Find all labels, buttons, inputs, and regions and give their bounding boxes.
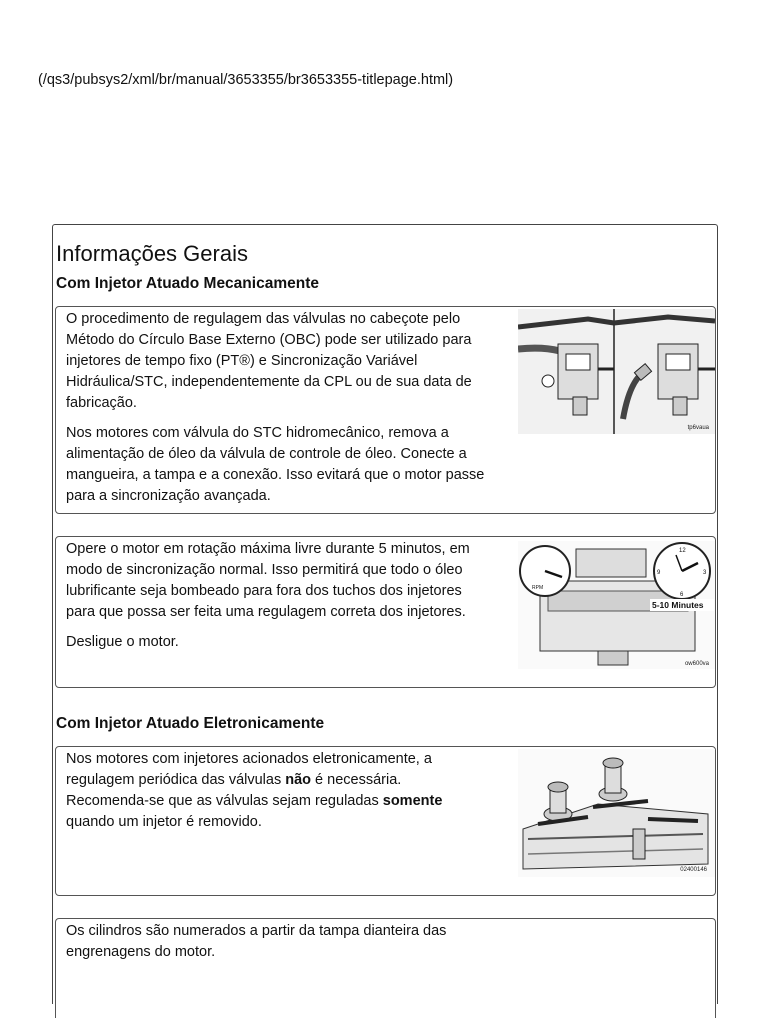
text-run: quando um injetor é removido.	[66, 814, 262, 830]
step-paragraph: Nos motores com válvula do STC hidromecânico, remova a alimentação de óleo da válvula de controle de óleo. Conecte a mangueira, a tampa e a conexão. Isso evitará que o motor passe para a sincronização avançada.	[66, 425, 485, 504]
gauge-rpm-label: RPM	[532, 585, 544, 591]
clock-12: 12	[679, 548, 686, 554]
clock-6: 6	[680, 592, 684, 598]
figure-rocker-levers-image	[518, 749, 715, 877]
duration-label: 5-10 Minutes	[652, 600, 704, 610]
figure-engine-run-image	[518, 541, 715, 669]
step-run-engine	[55, 536, 716, 688]
rocker-levers-illustration	[518, 749, 715, 877]
step-cylinder-numbering	[55, 918, 716, 1018]
step-obc-method	[55, 306, 716, 514]
text-run: Nos motores com injetores acionados eletronicamente, a regulagem periódica das válvulas	[66, 751, 432, 788]
clock-9: 9	[657, 570, 661, 576]
section-heading-electronic: Com Injetor Atuado Eletronicamente	[56, 715, 325, 732]
step-paragraph: Os cilindros são numerados a partir da tampa dianteira das engrenagens do motor.	[66, 923, 447, 960]
step-paragraph: Desligue o motor.	[66, 634, 179, 650]
step-electronic-injectors	[55, 746, 716, 896]
step-text	[66, 921, 486, 972]
content-frame	[52, 224, 718, 1004]
step-paragraph: O procedimento de regulagem das válvulas no cabeçote pelo Método do Círculo Base Externo (OBC) pode ser utilizado para injetores de tempo fixo (PT®) e Sincronização Variável Hidráulica/STC, independentemente da CPL ou de sua data de fabricação.	[66, 311, 472, 411]
step-text	[66, 539, 486, 662]
page-title: Informações Gerais	[56, 241, 248, 266]
clock-3: 3	[703, 570, 707, 576]
text-run: é necessária. Recomenda-se que as válvulas sejam reguladas	[66, 772, 402, 809]
figure-code: ow600va	[684, 661, 709, 667]
figure-code: tp6vaua	[687, 425, 709, 431]
document-url: (/qs3/pubsys2/xml/br/manual/3653355/br3653355-titlepage.html)	[38, 72, 454, 88]
figure-stc-valve-image	[518, 309, 715, 434]
engine-gauges-illustration	[518, 541, 715, 669]
step-text	[66, 309, 486, 516]
step-text	[66, 749, 486, 842]
stc-valve-illustration	[518, 309, 715, 434]
emphasis-nao: não	[285, 772, 312, 788]
figure-code: 02400146	[680, 867, 707, 873]
step-paragraph	[66, 749, 486, 833]
step-paragraph: Opere o motor em rotação máxima livre durante 5 minutos, em modo de sincronização normal. Isso permitirá que todo o óleo lubrificante seja bombeado para fora dos tuchos dos injetores para que possa ser feita uma regulagem correta dos injetores.	[66, 541, 470, 620]
section-heading-mechanical: Com Injetor Atuado Mecanicamente	[56, 275, 319, 292]
emphasis-somente: somente	[382, 793, 443, 809]
